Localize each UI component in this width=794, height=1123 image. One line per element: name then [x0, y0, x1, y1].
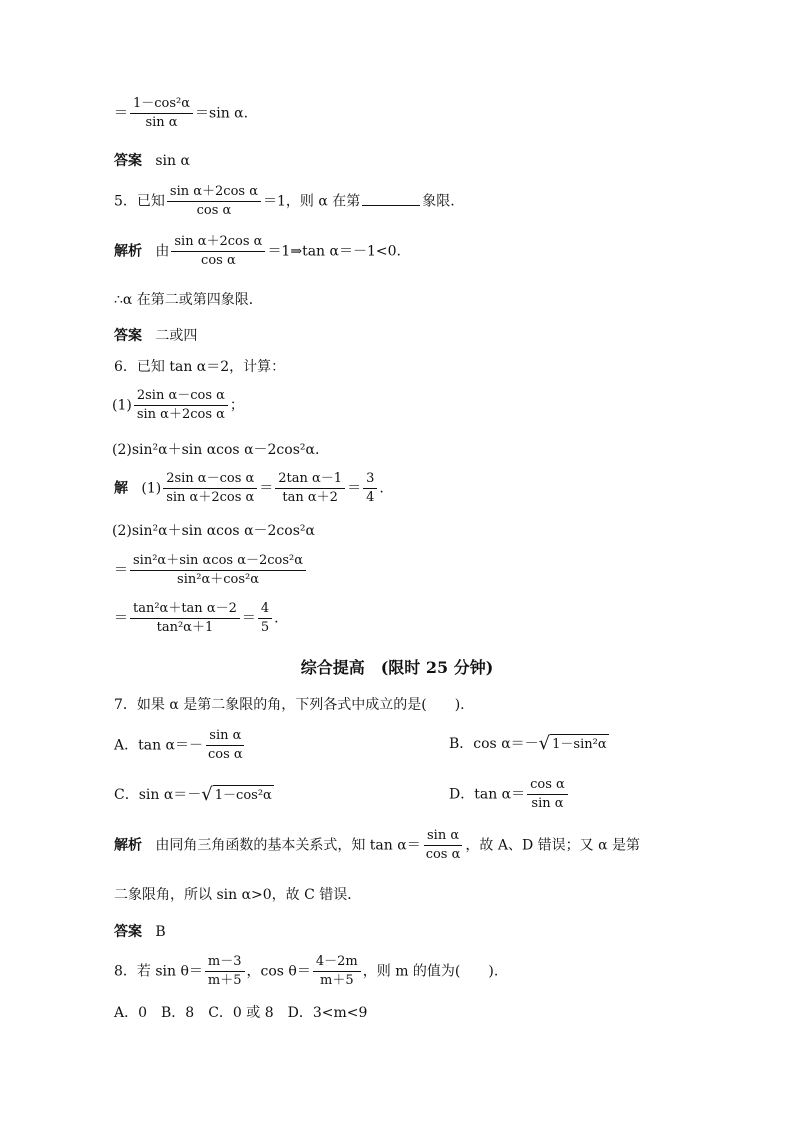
part-label: (1) — [112, 397, 132, 414]
radicand: 1－cos²α — [213, 785, 274, 805]
numerator: 4 — [258, 601, 272, 619]
denominator: sin α — [145, 115, 178, 130]
equals-sign: ＝ — [347, 480, 362, 497]
question-6-part-1 — [112, 388, 244, 423]
numerator: sin²α＋sin αcos α－2cos²α — [130, 553, 306, 571]
radical-sign: √ — [538, 733, 551, 754]
option-7-a — [114, 728, 248, 763]
square-root — [201, 785, 274, 805]
question-5 — [114, 184, 455, 219]
solution-prefix: 由 — [155, 243, 170, 260]
equals-sign: ＝ — [114, 105, 128, 122]
fraction — [130, 601, 240, 636]
question-8-options: A．0 B．8 C．0 或 8 D．3<m<9 — [114, 1005, 368, 1021]
fraction — [171, 234, 265, 269]
answer-label: 答案 — [114, 924, 142, 940]
solution-6-part-1 — [114, 471, 384, 506]
fraction — [313, 954, 361, 989]
fraction — [527, 777, 568, 812]
result-text: ＝sin α. — [195, 105, 249, 122]
denominator: sin²α＋cos²α — [177, 572, 259, 587]
solution-suffix: ，故 A、D 错误；又 α 是第 — [465, 837, 640, 854]
answer-line-7 — [114, 923, 166, 941]
fraction — [130, 96, 193, 131]
solution-label: 解 — [114, 480, 128, 497]
denominator: sin α＋2cos α — [166, 490, 255, 505]
option-7-b — [449, 734, 609, 754]
solution-6-part-2: (2)sin²α＋sin αcos α－2cos²α — [112, 523, 315, 539]
fraction — [167, 184, 261, 219]
numerator: tan²α＋tan α－2 — [130, 601, 240, 619]
solution-7-continued: 二象限角，所以 sin α>0，故 C 错误． — [114, 887, 362, 903]
section-heading: 综合提高 (限时 25 分钟) — [300, 658, 494, 677]
punctuation: . — [274, 610, 279, 627]
fraction — [423, 828, 464, 863]
solution-5-conclusion: ∴α 在第二或第四象限． — [114, 292, 263, 308]
denominator: cos α — [196, 203, 232, 218]
question-suffix: 象限. — [422, 193, 455, 210]
option-label: B．cos α＝－ — [449, 736, 539, 752]
option-label: D．tan α＝ — [449, 786, 526, 803]
question-middle: ，cos θ＝ — [246, 963, 311, 980]
solution-label: 解析 — [114, 243, 142, 260]
numerator: sin α＋2cos α — [167, 184, 261, 202]
option-label: C．sin α＝－ — [114, 787, 202, 803]
answer-text: 二或四 — [155, 328, 198, 344]
option-label: A．tan α＝－ — [114, 737, 204, 754]
numerator: cos α — [527, 777, 568, 795]
answer-text: B — [155, 924, 166, 940]
fraction — [205, 954, 245, 989]
solution-label: 解析 — [114, 837, 142, 854]
question-6: 6．已知 tan α＝2，计算： — [114, 359, 286, 375]
equals-sign: ＝ — [114, 562, 128, 579]
solution-5 — [114, 234, 401, 269]
question-prefix: 8．若 sin θ＝ — [114, 963, 203, 980]
question-suffix: ，则 m 的值为( ). — [362, 963, 499, 980]
question-7: 7．如果 α 是第二象限的角，下列各式中成立的是( ). — [114, 697, 465, 713]
fraction — [134, 388, 228, 423]
denominator: sin α＋2cos α — [136, 407, 225, 422]
denominator: tan²α＋1 — [156, 620, 214, 635]
numerator: sin α — [424, 828, 462, 846]
radicand: 1－sin²α — [550, 734, 608, 754]
question-middle: ＝1，则 α 在第 — [263, 193, 361, 210]
solution-prefix: 由同角三角函数的基本关系式，知 tan α＝ — [155, 837, 421, 854]
answer-line-5 — [114, 327, 197, 345]
solution-6-step-2 — [114, 553, 308, 588]
answer-line-4 — [114, 152, 190, 170]
denominator: tan α＋2 — [282, 490, 338, 505]
denominator: 4 — [366, 490, 375, 505]
fraction — [163, 471, 257, 506]
equals-sign: ＝ — [114, 610, 128, 627]
question-6-part-2: (2)sin²α＋sin αcos α－2cos²α. — [112, 442, 320, 458]
answer-label: 答案 — [114, 328, 142, 344]
punctuation: . — [379, 480, 384, 497]
question-prefix: 5．已知 — [114, 193, 165, 210]
numerator: 2sin α－cos α — [134, 388, 228, 406]
fraction — [258, 601, 272, 636]
fraction — [275, 471, 345, 506]
numerator: sin α＋2cos α — [171, 234, 265, 252]
denominator: cos α — [201, 253, 236, 268]
answer-label: 答案 — [114, 153, 142, 169]
solution-6-step-3 — [114, 601, 279, 636]
radical-sign: √ — [201, 784, 213, 805]
answer-blank — [362, 191, 420, 206]
numerator: sin α — [206, 728, 244, 746]
option-7-d — [449, 777, 570, 812]
part-label: (1) — [141, 480, 162, 497]
denominator: m＋5 — [320, 973, 354, 988]
numerator: 2tan α－1 — [275, 471, 345, 489]
equals-sign: ＝ — [259, 480, 274, 497]
fraction — [363, 471, 377, 506]
numerator: 3 — [363, 471, 377, 489]
equals-sign: ＝ — [241, 610, 256, 627]
numerator: 4－2m — [313, 954, 361, 972]
solution-7 — [114, 828, 640, 863]
denominator: sin α — [531, 796, 564, 811]
numerator: 1－cos²α — [130, 96, 193, 114]
fraction — [130, 553, 306, 588]
answer-text: sin α — [155, 153, 190, 169]
fraction — [205, 728, 246, 763]
denominator: cos α — [425, 847, 461, 862]
numerator: 2sin α－cos α — [163, 471, 257, 489]
denominator: m＋5 — [207, 973, 242, 988]
option-7-c — [114, 785, 274, 805]
solution-result: ＝1⇒tan α＝－1<0. — [267, 243, 401, 260]
question-8 — [114, 954, 498, 989]
denominator: cos α — [208, 747, 243, 762]
formula-line-1 — [114, 96, 248, 131]
punctuation: ； — [229, 397, 244, 414]
numerator: m－3 — [205, 954, 245, 972]
denominator: 5 — [260, 620, 270, 635]
square-root — [539, 734, 609, 754]
